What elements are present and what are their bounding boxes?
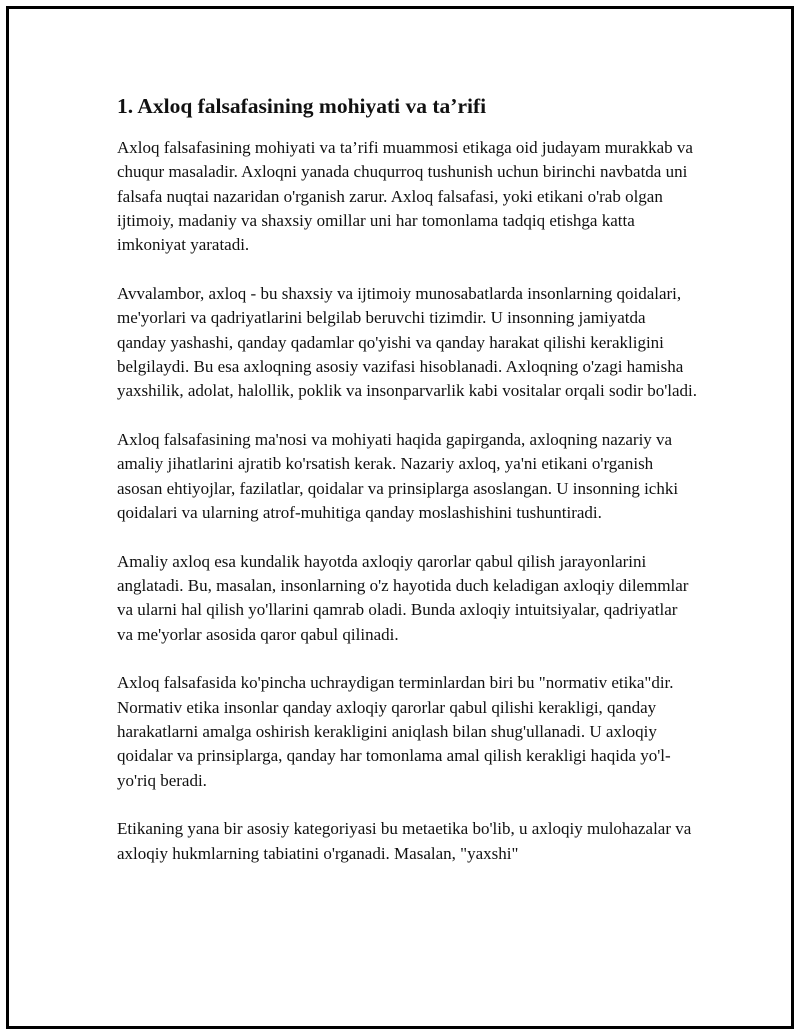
- paragraph-2: Avvalambor, axloq - bu shaxsiy va ijtimoiy munosabatlarda insonlarning qoidalari, me'yorlari va qadriyatlarini belgilab beruvchi tizimdir. U insonning jamiyatda qanday yashashi, qanday qadamlar qo'yishi va qanday harakat qilishi kerakligini belgilaydi. Bu esa axloqning asosiy vazifasi hisoblanadi. Axloqning o'zagi hamisha yaxshilik, adolat, halollik, poklik va insonparvarlik kabi vositalar orqali sodir bo'ladi.: [117, 283, 698, 401]
- paragraph-4: Amaliy axloq esa kundalik hayotda axloqiy qarorlar qabul qilish jarayonlarini anglatadi. Bu, masalan, insonlarning o'z hayotida duch keladigan axloqiy dilemmlar va ularni hal qilish yo'llarini qamrab oladi. Bunda axloqiy intuitsiyalar, qadriyatlar va me'yorlar asosida qaror qabul qilinadi.: [117, 551, 689, 644]
- section-heading: 1. Axloq falsafasining mohiyati va ta’rifi: [117, 94, 487, 118]
- paragraph-3: Axloq falsafasining ma'nosi va mohiyati haqida gapirganda, axloqning nazariy va amaliy jihatlarini ajratib ko'rsatish kerak. Nazariy axloq, ya'ni etikani o'rganish asosan ehtiyojlar, fazilatlar, qoidalar va prinsiplarga asoslangan. U insonning ichki qoidalari va ularning atrof-muhitiga qanday moslashishini tushuntiradi.: [117, 429, 679, 522]
- paragraph-1: Axloq falsafasining mohiyati va ta’rifi muammosi etikaga oid judayam murakkab va chuqur masaladir. Axloqni yanada chuqurroq tushunish uchun birinchi navbatda uni falsafa nuqtai nazaridan o'rganish zarur. Axloq falsafasi, yoki etikani o'rab olgan ijtimoiy, madaniy va shaxsiy omillar uni har tomonlama tadqiq etishga katta imkoniyat yaratadi.: [117, 138, 693, 255]
- paragraph-6: Etikaning yana bir asosiy kategoriyasi bu metaetika bo'lib, u axloqiy mulohazalar va axloqiy hukmlarning tabiatini o'rganadi. Masalan, "yaxshi": [117, 819, 692, 863]
- document-body: [117, 84, 697, 890]
- paragraph-5: Axloq falsafasida ko'pincha uchraydigan terminlardan biri bu "normativ etika"dir. Normativ etika insonlar qanday axloqiy qarorlar qabul qilishi kerakligi, qanday harakatlarni amalga oshirish kerakligini aniqlash bilan shug'ullanadi. U axloqiy qoidalar va prinsiplarga, qanday har tomonlama amal qilish kerakligi haqida yo'l-yo'riq beradi.: [117, 673, 674, 790]
